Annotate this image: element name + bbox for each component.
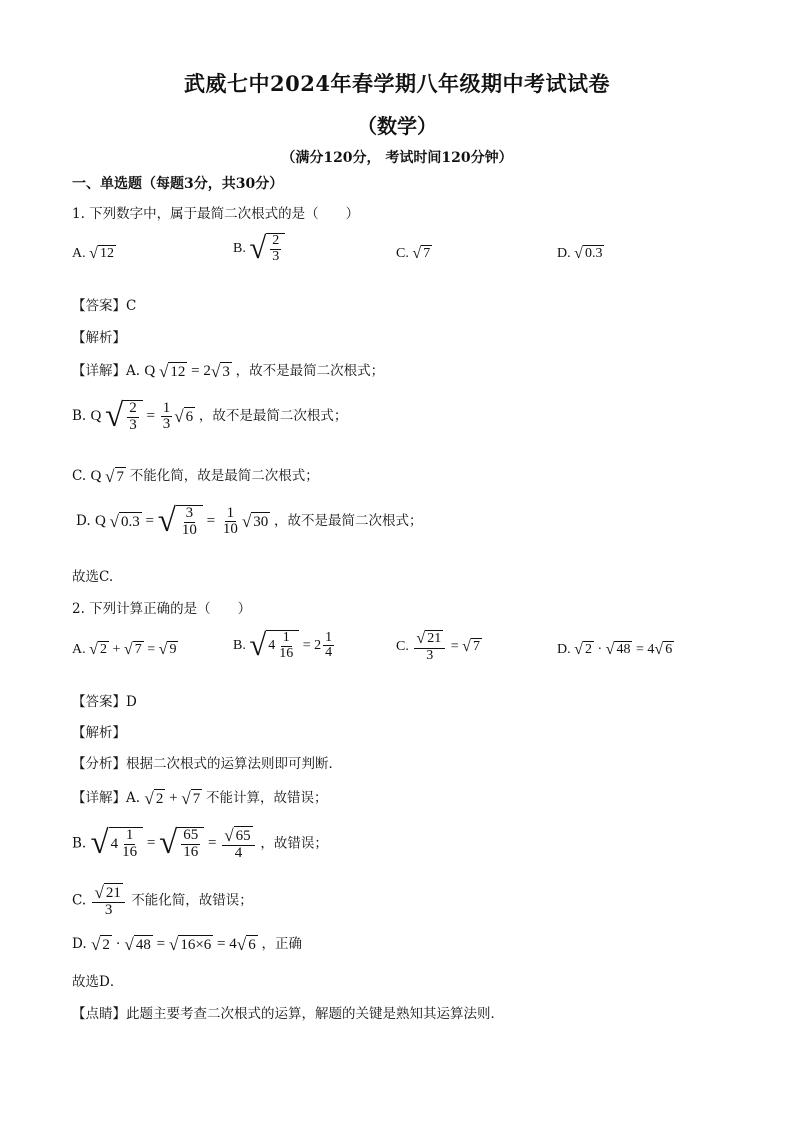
- q1-option-b: B. √ 2 3: [233, 233, 285, 264]
- q2-detail-b: B. √ 4 1 16 = √ 65 16 = √ 65 4 ，故错误；: [72, 825, 328, 862]
- exam-subject: （数学）: [357, 114, 437, 138]
- q1-detail-a: 【详解】A. Q √ 12 = 2 √ 3 ，故不是最简二次根式；: [72, 361, 385, 381]
- q1-conclusion: 故选C.: [72, 569, 114, 585]
- q2-option-d: D. √ 2 · √ 48 = 4 √ 6: [557, 640, 673, 658]
- q2-detail-a: 【详解】A. √ 2 + √ 7 不能计算，故错误；: [72, 788, 328, 808]
- q1-option-a: A. √ 12: [72, 244, 114, 262]
- q2-analysis-label: 【解析】: [72, 725, 126, 741]
- q2-option-a: A. √ 2 + √ 7 = √ 9: [72, 640, 177, 658]
- q1-detail-c: C. Q √ 7 不能化简，故是最简二次根式；: [72, 466, 319, 486]
- q2-option-c: C. √ 21 3 = √ 7: [396, 629, 480, 663]
- q1-analysis-label: 【解析】: [72, 330, 126, 346]
- q2-comment: 【点睛】此题主要考查二次根式的运算，解题的关键是熟知其运算法则．: [72, 1006, 504, 1022]
- q2-analysis-text: 【分析】根据二次根式的运算法则即可判断．: [72, 756, 342, 772]
- q2-detail-d: D. √ 2 · √ 48 = √ 16×6 = 4 √ 6 ，正确: [72, 934, 302, 954]
- q1-answer: 【答案】C: [72, 298, 137, 314]
- q1-option-c: C. √ 7: [396, 244, 431, 262]
- q1-stem: 1. 下列数字中，属于最简二次根式的是（ ）: [72, 206, 360, 222]
- q2-detail-c: C. √ 21 3 不能化简，故错误；: [72, 882, 253, 918]
- exam-title: 武威七中2024年春学期八年级期中考试试卷: [184, 71, 610, 96]
- section-heading: 一、单选题（每题3分，共30分）: [72, 176, 284, 192]
- q2-option-b: B. √ 4 1 16 = 2 $\frac{1}{4}$: [233, 628, 333, 663]
- q2-stem: 2. 下列计算正确的是（ ）: [72, 601, 252, 617]
- q1-detail-d: D. Q √ 0.3 = √ 3 10 = $\frac{1}{10}$ √ 30 ，故不是最简二次根式；: [76, 503, 423, 540]
- q2-conclusion: 故选D．: [72, 974, 124, 990]
- exam-note: （满分120分， 考试时间120分钟）: [281, 150, 513, 166]
- q2-answer: 【答案】D: [72, 694, 137, 710]
- q1-option-d: D. √ 0.3: [557, 244, 603, 262]
- q1-detail-b: B. Q √ 2 3 = $\frac{1}{3}$ √ 6 ，故不是最简二次根式；: [72, 398, 348, 435]
